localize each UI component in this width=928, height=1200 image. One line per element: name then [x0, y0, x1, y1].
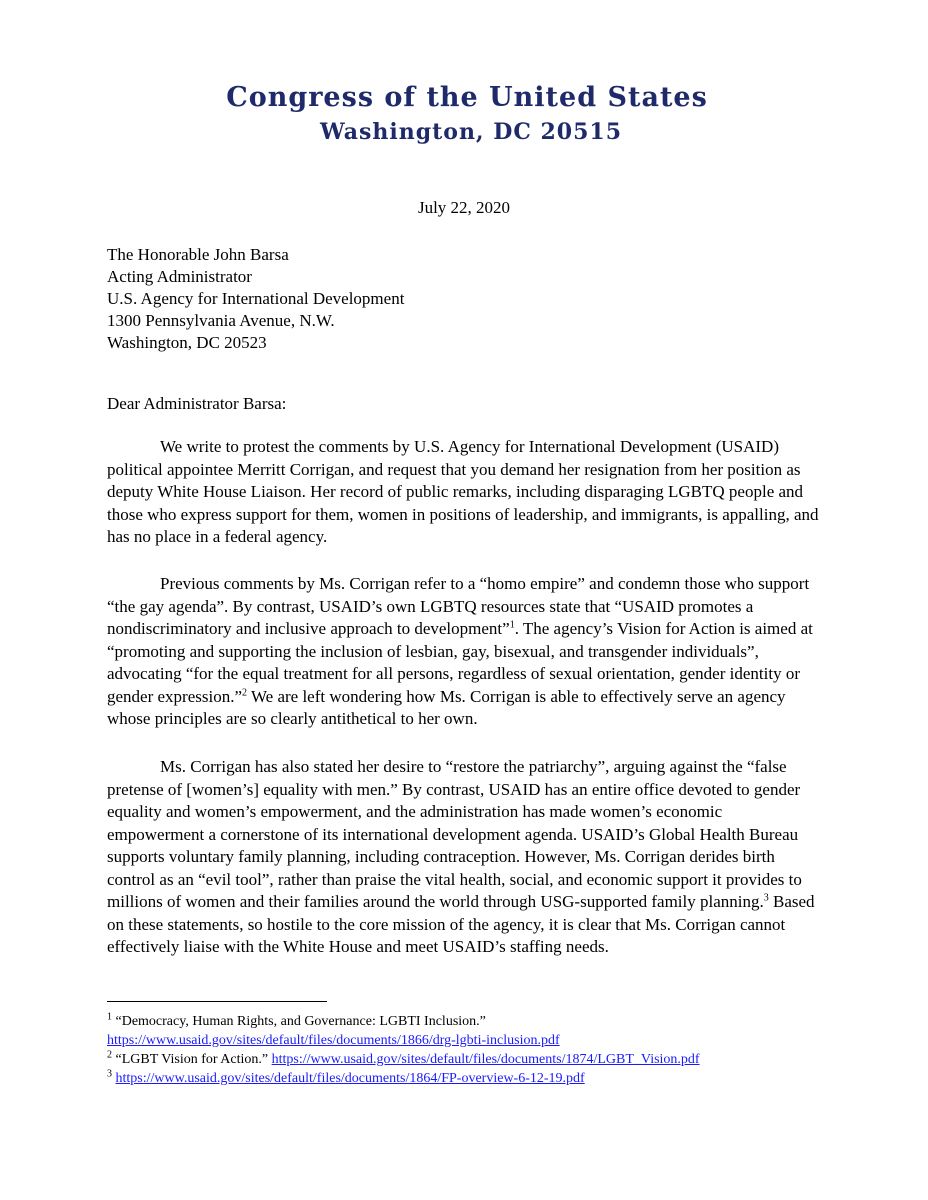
footnote-number: 2: [107, 1049, 112, 1061]
paragraph-3-part1: Ms. Corrigan has also stated her desire to “restore the patriarchy”, arguing against the “false pretense of [women’s] equality with men.” By contrast, USAID has an entire office devoted to gender equality and women’s empowerment, and the administration has made women’s economic empowerment a cornerstone of its international development agenda. USAID’s Global Health Bureau supports voluntary family planning, including contraception. However, Ms. Corrigan derides birth control as an “evil tool”, rather than praise the vital health, social, and economic support it provides to millions of women and their families around the world through USG-supported family planning.: [107, 757, 802, 911]
paragraph-3-part2: Based on these statements, so hostile to the core mission of the agency, it is clear that Ms. Corrigan cannot effectively liaise with the White House and meet USAID’s staffing needs.: [107, 892, 815, 956]
footnote-link[interactable]: https://www.usaid.gov/sites/default/files/documents/1874/LGBT_Vision.pdf: [271, 1052, 700, 1067]
letterhead: [0, 82, 928, 145]
paragraph-2-part2: . The agency’s Vision for Action is aimed at “promoting and supporting the inclusion of lesbian, gay, bisexual, and transgender individuals”, advocating “for the equal treatment for all persons, regardless of sexual orientation, gender identity or gender expression.”: [107, 619, 813, 706]
footnote-1: [107, 1012, 823, 1031]
paragraph-2-part1: Previous comments by Ms. Corrigan refer to a “homo empire” and condemn those who support “the gay agenda”. By contrast, USAID’s own LGBTQ resources state that “USAID promotes a nondiscriminatory and inclusive approach to development”: [107, 574, 810, 638]
paragraph-3: [107, 756, 823, 959]
recipient-city: Washington, DC 20523: [107, 333, 267, 352]
letter-date: July 22, 2020: [417, 198, 511, 217]
footnote-number: 3: [107, 1068, 112, 1080]
footnote-ref-2: 2: [242, 686, 248, 698]
recipient-address: [107, 244, 404, 354]
paragraph-2: [107, 573, 823, 731]
footnote-link[interactable]: https://www.usaid.gov/sites/default/files/documents/1864/FP-overview-6-12-19.pdf: [115, 1071, 585, 1086]
footnote-text: “LGBT Vision for Action.”: [115, 1052, 269, 1067]
recipient-name: The Honorable John Barsa: [107, 245, 289, 264]
paragraph-1: [107, 436, 823, 549]
footnote-ref-1: 1: [509, 619, 515, 631]
footnote-2: [107, 1050, 823, 1069]
footnote-3: [107, 1069, 823, 1088]
footnote-text: “Democracy, Human Rights, and Governance: LGBTI Inclusion.”: [115, 1014, 486, 1029]
footnotes: [107, 1012, 823, 1088]
footnote-ref-3: 3: [763, 892, 769, 904]
footnote-number: 1: [107, 1011, 112, 1023]
footnote-1-link-line: [107, 1031, 823, 1050]
paragraph-1-text: We write to protest the comments by U.S. Agency for International Development (USAID) political appointee Merritt Corrigan, and request that you demand her resignation from her position as deputy White House Liaison. Her record of public remarks, including disparaging LGBTQ people and those who express support for them, women in positions of leadership, and immigrants, is appalling, and has no place in a federal agency.: [107, 437, 819, 546]
recipient-title: Acting Administrator: [107, 267, 252, 286]
letterhead-address: Washington, DC 20515: [319, 119, 623, 145]
paragraph-2-part3: We are left wondering how Ms. Corrigan is able to effectively serve an agency whose principles are so clearly antithetical to her own.: [107, 686, 786, 728]
footnote-divider: [107, 1001, 327, 1002]
salutation: Dear Administrator Barsa:: [107, 394, 287, 413]
recipient-street: 1300 Pennsylvania Avenue, N.W.: [107, 311, 335, 330]
footnote-link[interactable]: https://www.usaid.gov/sites/default/files/documents/1866/drg-lgbti-inclusion.pdf: [107, 1033, 560, 1048]
letterhead-title: Congress of the United States: [226, 82, 708, 113]
recipient-agency: U.S. Agency for International Development: [107, 289, 405, 308]
